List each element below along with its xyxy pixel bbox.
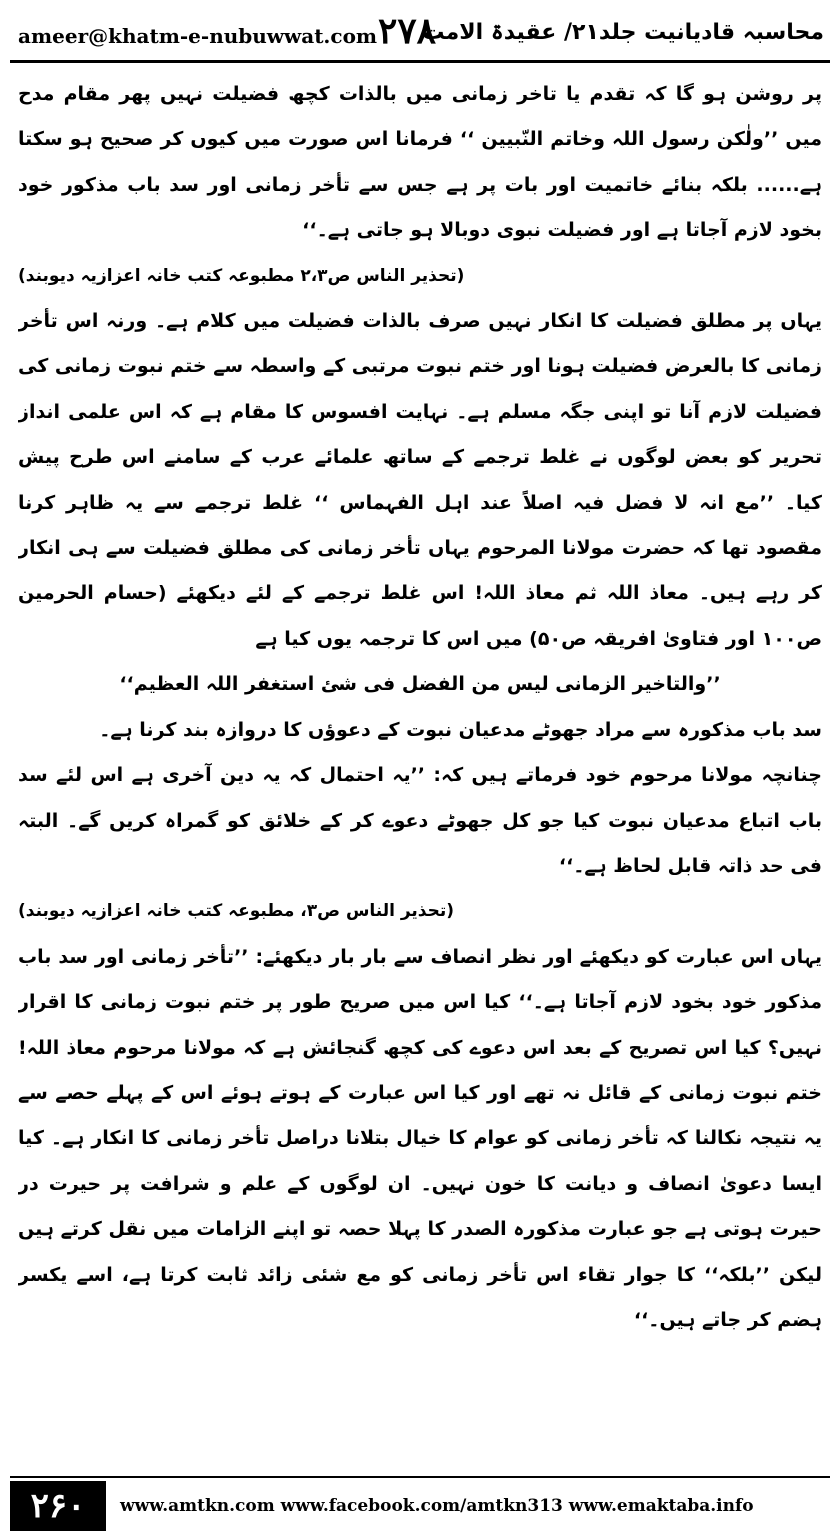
reference-1: (تحذیر الناس ص۲،۳ مطبوعہ کتب خانہ اعزازیہ دیوبند) <box>18 265 465 286</box>
header-email: ameer@khatm-e-nubuwwat.com <box>18 24 378 48</box>
arabic-quote: ’’والتاخیر الزمانی لیس من الفضل فی شئ استغفر اللہ العظیم‘‘ <box>119 673 721 696</box>
page-body <box>18 72 822 1460</box>
header-page-number: ۲۷۸ <box>378 10 437 52</box>
reference-2: (تحذیر الناس ص۳، مطبوعہ کتب خانہ اعزازیہ دیوبند) <box>18 901 455 922</box>
page-footer <box>10 1476 830 1534</box>
paragraph-5: یہاں اس عبارت کو دیکھئے اور نظر انصاف سے بار بار دیکھئے: ’’تأخر زمانی اور سد باب مذکور خود بخود لازم آجاتا ہے۔‘‘ کیا اس میں صریح طور پر ختم نبوت زمانی کا اقرار نہیں؟ کیا اس تصریح کے بعد اس دعوے کی کچھ گنجائش ہے کہ مولانا مرحوم معاذ اللہ! ختم نبوت زمانی کے قائل نہ تھے اور کیا اس عبارت کے ہوتے ہوئے اس کے پہلے حصے سے یہ نتیجہ نکالنا کہ تأخر زمانی کو عوام کا خیال بتلانا دراصل تأخر زمانی کا انکار ہے۔ کیا ایسا دعویٰ انصاف و دیانت کا خون نہیں۔ ان لوگوں کے علم و شرافت پر حیرت در حیرت ہوتی ہے جو عبارت مذکورہ الصدر کا پہلا حصہ تو اپنے الزامات میں نقل کرتے ہیں لیکن ’’بلکہ‘‘ کا جوار تقاء اس تأخر زمانی کو مع شئی زائد ثابت کرتا ہے، اسے یکسر ہضم کر جاتے ہیں۔‘‘ <box>18 945 822 1331</box>
footer-page-number: ۲۶۰ <box>10 1481 106 1531</box>
paragraph-2: یہاں پر مطلق فضیلت کا انکار نہیں صرف بالذات فضیلت میں کلام ہے۔ ورنہ اس تأخر زمانی کا بالعرض فضیلت ہونا اور ختم نبوت مرتبی کے واسطہ سے ختم نبوت زمانی کی فضیلت لازم آنا تو اپنی جگہ مسلم ہے۔ نہایت افسوس کا مقام ہے کہ اس علمی انداز تحریر کو بعض لوگوں نے غلط ترجمے کے ساتھ علمائے عرب کے سامنے اس طرح پیش کیا۔ ’’مع انہ لا فضل فیہ اصلاً عند اہل الفہماس ‘‘ غلط ترجمے سے یہ ظاہر کرنا مقصود تھا کہ حضرت مولانا المرحوم یہاں تأخر زمانی کی مطلق فضیلت سے ہی انکار کر رہے ہیں۔ معاذ اللہ ثم معاذ اللہ! اس غلط ترجمے کے لئے دیکھئے (حسام الحرمین ص۱۰۰ اور فتاویٰ افریقہ ص۵۰) میں اس کا ترجمہ یوں کیا ہے <box>18 310 822 650</box>
header-book-title: محاسبہ قادیانیت جلد۲۱/ عقیدۃ الامت <box>422 20 824 45</box>
page-header <box>10 8 830 63</box>
footer-links: www.amtkn.com www.facebook.com/amtkn313 www.emaktaba.info <box>120 1496 754 1516</box>
paragraph-4: چنانچہ مولانا مرحوم خود فرماتے ہیں کہ: ’’یہ احتمال کہ یہ دین آخری ہے اس لئے سد باب اتباع مدعیان نبوت کیا جو کل جھوٹے دعوے کر کے خلائق کو گمراہ کریں گے۔ البتہ فی حد ذاتہ قابل لحاظ ہے۔‘‘ <box>18 764 822 877</box>
paragraph-1: پر روشن ہو گا کہ تقدم یا تاخر زمانی میں بالذات کچھ فضیلت نہیں پھر مقام مدح میں ’’ولٰکن رسول اللہ وخاتم النّبیین ‘‘ فرمانا اس صورت میں کیوں کر صحیح ہو سکتا ہے...... بلکہ بنائے خاتمیت اور بات پر ہے جس سے تأخر زمانی اور سد باب مذکور خود بخود لازم آجاتا ہے اور فضیلت نبوی دوبالا ہو جاتی ہے۔‘‘ <box>18 83 822 242</box>
paragraph-3: سد باب مذکورہ سے مراد جھوٹے مدعیان نبوت کے دعوؤں کا دروازہ بند کرنا ہے۔ <box>99 718 822 741</box>
